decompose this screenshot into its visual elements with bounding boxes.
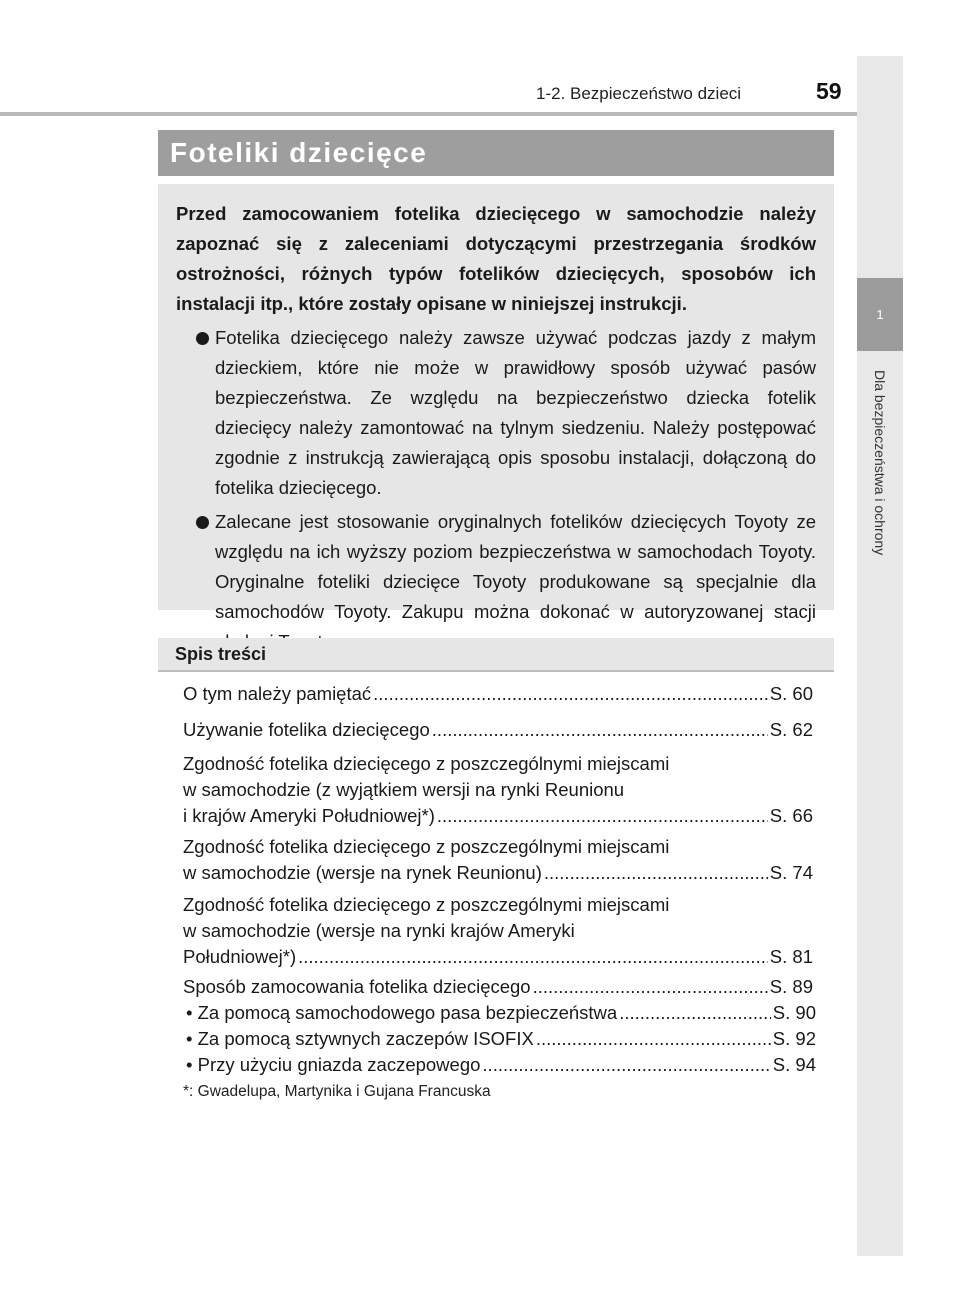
toc-entry-text: Zgodność fotelika dziecięcego z poszczególnymi miejscami (183, 894, 670, 915)
title-bar (158, 130, 834, 176)
toc-subentry[interactable] (183, 1052, 816, 1078)
toc-leader-dots (544, 860, 768, 886)
toc-leader-dots (482, 1052, 770, 1078)
header-rule (0, 112, 857, 116)
toc-page-ref: S. 66 (769, 805, 813, 826)
toc-entry[interactable] (183, 717, 813, 743)
intro-bullet-text: Fotelika dziecięcego należy zawsze używać podczas jazdy z małym dzieckiem, które nie może w prawidłowy sposób używać pasów bezpieczeństwa. Ze względu na bezpieczeństwo dziecka fotelik dziecięcy należy zamontować na tylnym siedzeniu. Należy postępować zgodnie z instrukcją zawierającą opis sposobu instalacji, dołączoną do fotelika dziecięcego. (215, 327, 816, 498)
toc-entry-text: O tym należy pamiętać (183, 683, 372, 704)
chapter-number-tab: 1 (857, 278, 903, 351)
toc-leader-dots (619, 1000, 771, 1026)
page-title: Foteliki dziecięce (170, 137, 428, 168)
toc-entry-text: Sposób zamocowania fotelika dziecięcego (183, 976, 531, 997)
toc-leader-dots (536, 1026, 771, 1052)
toc-entry-text: Południowej*) (183, 946, 297, 967)
toc-leader-dots (373, 681, 768, 707)
intro-bullet (176, 323, 816, 503)
intro-bullet-text: Zalecane jest stosowanie oryginalnych fotelików dziecięcych Toyoty ze względu na ich wyższy poziom bezpieczeństwa w samochodach Toyoty. Oryginalne foteliki dziecięce Toyoty produkowane są specjalnie dla samochodów Toyoty. Zakupu można dokonać w autoryzowanej stacji (215, 511, 816, 622)
bullet-dot-icon (196, 332, 209, 345)
toc-entry-text: Zgodność fotelika dziecięcego z poszczególnymi miejscami (183, 753, 670, 774)
toc-entry[interactable] (183, 974, 813, 1000)
toc-page-ref: S. 81 (769, 946, 813, 967)
toc-entry-text: • Za pomocą samochodowego pasa bezpieczeństwa (186, 1002, 618, 1023)
chapter-title-vertical: Dla bezpieczeństwa i ochrony (872, 370, 888, 556)
toc-leader-dots (437, 803, 768, 829)
toc-entry-text: • Przy użyciu gniazda zaczepowego (186, 1054, 481, 1075)
page-number: 59 (816, 78, 842, 104)
intro-bullet (176, 507, 816, 657)
toc-leader-dots (432, 717, 768, 743)
toc-subentry[interactable] (183, 1026, 816, 1052)
toc-entry-text: Zgodność fotelika dziecięcego z poszczególnymi miejscami (183, 836, 670, 857)
intro-box (158, 184, 834, 622)
toc-page-ref: S. 74 (769, 862, 813, 883)
toc-heading: Spis treści (175, 643, 267, 664)
toc-entry-text: w samochodzie (wersje na rynek Reunionu) (183, 862, 542, 883)
toc-entry[interactable] (183, 681, 813, 707)
toc-entry-text: i krajów Ameryki Południowej*) (183, 805, 435, 826)
toc-entry-text: w samochodzie (wersje na rynki krajów Ameryki (183, 920, 575, 941)
toc-page-ref: S. 60 (769, 683, 813, 704)
running-header-section: 1-2. Bezpieczeństwo dzieci (536, 84, 742, 103)
toc-page-ref: S. 90 (772, 1002, 816, 1023)
toc-entry-text: w samochodzie (z wyjątkiem wersji na rynki Reunionu (183, 779, 625, 800)
toc-page-ref: S. 62 (769, 719, 813, 740)
toc-heading-bar (158, 638, 834, 672)
toc-entry-text: • Za pomocą sztywnych zaczepów ISOFIX (186, 1028, 534, 1049)
toc-page-ref: S. 94 (772, 1054, 816, 1075)
toc-leader-dots (533, 974, 768, 1000)
toc-entry-text: Używanie fotelika dziecięcego (183, 719, 430, 740)
toc-subentry[interactable] (183, 1000, 816, 1026)
toc-page-ref: S. 89 (769, 976, 813, 997)
toc-leader-dots (298, 944, 768, 970)
toc-entry[interactable] (183, 751, 813, 829)
bullet-dot-icon (196, 516, 209, 529)
toc-entry[interactable] (183, 834, 813, 886)
toc-entry[interactable] (183, 892, 813, 970)
intro-lead-text: Przed zamocowaniem fotelika dziecięcego w samochodzie należy zapoznać się z zaleceniami dotyczącymi przestrzegania środków ostrożności, różnych typów fotelików dziecięcych, sposobów ich instalacji itp., które zostały opisane w niniejszej instrukcji. (176, 203, 816, 314)
toc-page-ref: S. 92 (772, 1028, 816, 1049)
footnote: *: Gwadelupa, Martynika i Gujana Francuska (183, 1083, 491, 1100)
chapter-side-tab (857, 56, 903, 1256)
